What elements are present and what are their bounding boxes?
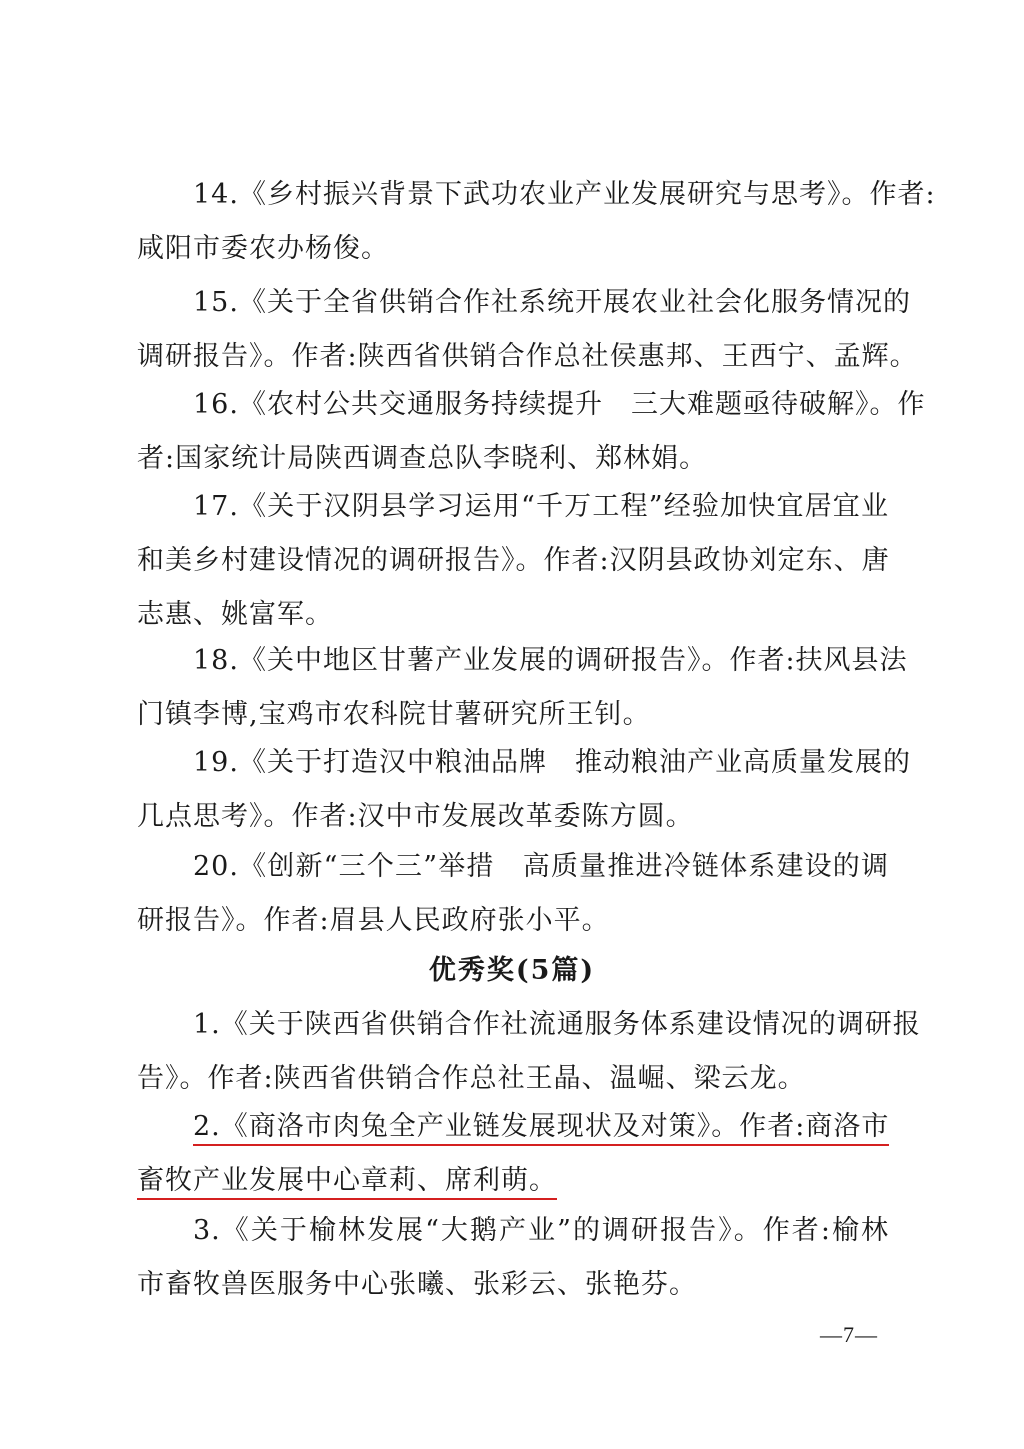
item-20-line-1: 20.《创新“三个三”举措 高质量推进冷链体系建设的调 (193, 851, 889, 882)
item-14-line-2: 咸阳市委农办杨俊。 (137, 233, 389, 264)
item-20-line-2: 研报告》。作者:眉县人民政府张小平。 (137, 905, 610, 936)
excellent-item-2-line-1-text: 2.《商洛市肉兔全产业链发展现状及对策》。作者:商洛市 (193, 1111, 889, 1146)
item-19-line-2: 几点思考》。作者:汉中市发展改革委陈方圆。 (137, 801, 694, 832)
item-19-line-1: 19.《关于打造汉中粮油品牌 推动粮油产业高质量发展的 (193, 747, 911, 778)
list-item-20 (137, 840, 889, 948)
excellent-item-2 (137, 1100, 889, 1208)
excellent-item-2-line-2-text: 畜牧产业发展中心章莉、席利萌。 (137, 1165, 557, 1200)
item-15-line-2: 调研报告》。作者:陕西省供销合作总社侯惠邦、王西宁、孟辉。 (137, 341, 918, 372)
list-item-14 (137, 168, 936, 276)
excellent-item-1 (137, 998, 921, 1106)
excellent-item-2-line-1 (137, 1100, 889, 1154)
list-item-16 (137, 378, 926, 486)
item-17-line-1: 17.《关于汉阴县学习运用“千万工程”经验加快宜居宜业 (193, 491, 889, 522)
item-18-line-2: 门镇李博,宝鸡市农科院甘薯研究所王钊。 (137, 699, 651, 730)
excellent-item-3-line-1: 3.《关于榆林发展“大鹅产业”的调研报告》。作者:榆林 (193, 1215, 889, 1246)
excellent-item-1-line-1: 1.《关于陕西省供销合作社流通服务体系建设情况的调研报 (193, 1009, 921, 1040)
item-16-line-1: 16.《农村公共交通服务持续提升 三大难题亟待破解》。作 (193, 389, 926, 420)
item-18-line-1: 18.《关中地区甘薯产业发展的调研报告》。作者:扶风县法 (193, 645, 908, 676)
item-16-line-2: 者:国家统计局陕西调查总队李晓利、郑林娟。 (137, 443, 708, 474)
list-item-15 (137, 276, 918, 384)
excellent-item-2-line-2 (137, 1154, 889, 1208)
item-14-line-1: 14.《乡村振兴背景下武功农业产业发展研究与思考》。作者: (193, 179, 936, 210)
item-15-line-1: 15.《关于全省供销合作社系统开展农业社会化服务情况的 (193, 287, 911, 318)
section-heading: 优秀奖(5篇) (428, 955, 596, 986)
excellent-item-1-line-2: 告》。作者:陕西省供销合作总社王晶、温崛、梁云龙。 (137, 1063, 806, 1094)
item-17-line-3: 志惠、姚富军。 (137, 599, 333, 630)
list-item-17 (137, 480, 889, 642)
page-number: —7— (820, 1322, 878, 1347)
excellent-item-3-line-2: 市畜牧兽医服务中心张曦、张彩云、张艳芬。 (137, 1269, 697, 1300)
excellent-item-3 (137, 1204, 889, 1312)
item-17-line-2: 和美乡村建设情况的调研报告》。作者:汉阴县政协刘定东、唐 (137, 545, 890, 576)
list-item-18 (137, 634, 908, 742)
list-item-19 (137, 736, 911, 844)
